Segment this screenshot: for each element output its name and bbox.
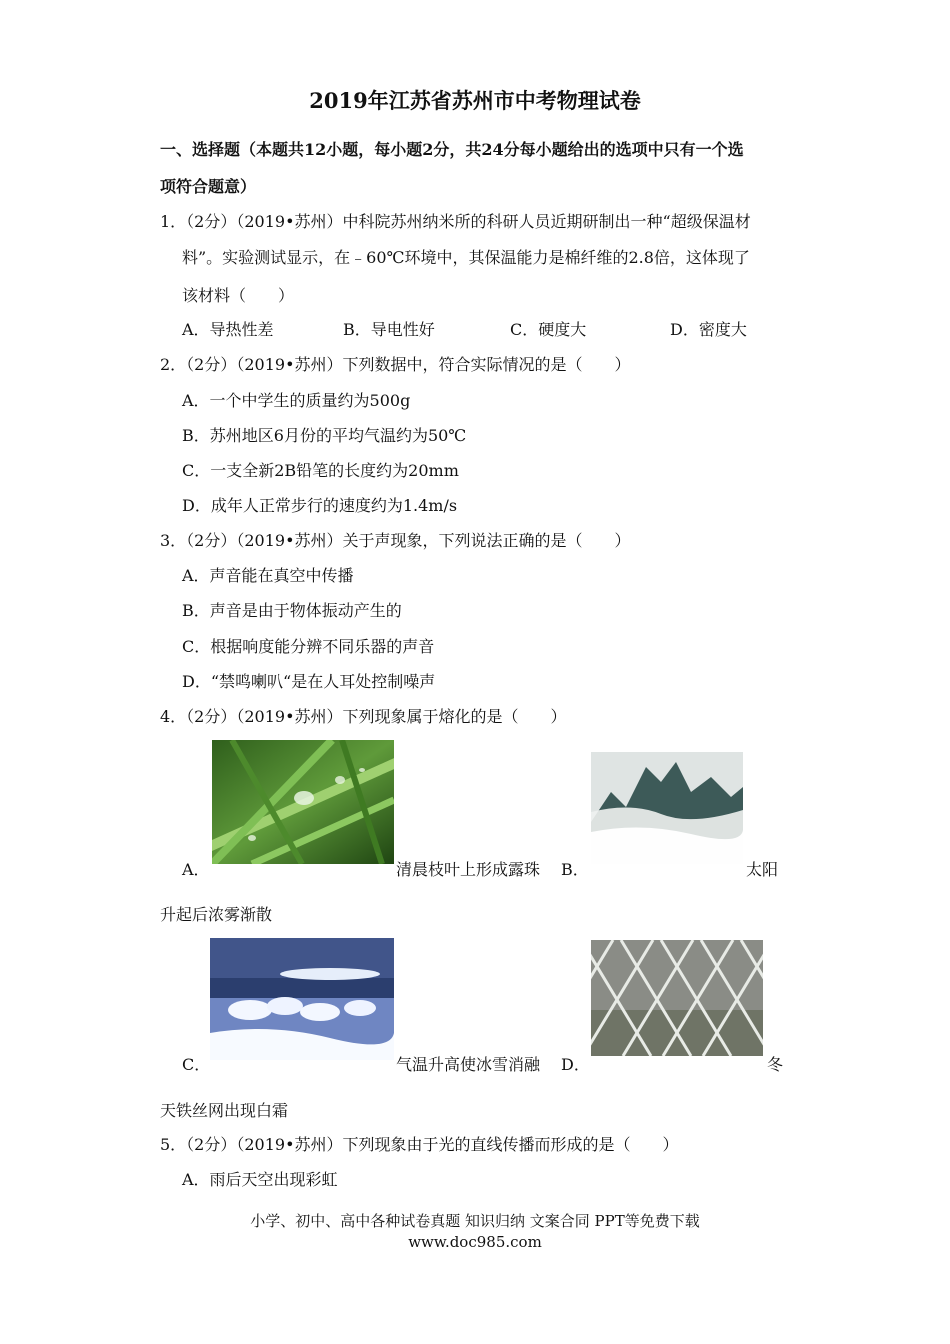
section-heading-line1: 一、选择题（本题共12小题，每小题2分，共24分每小题给出的选项中只有一个选: [160, 140, 744, 159]
question-1-option-d: D．密度大: [670, 320, 747, 339]
question-4-option-d-continued: 天铁丝网出现白霜: [160, 1101, 289, 1120]
question-4-option-a-letter: A．: [182, 860, 210, 879]
question-1-line2: 料”。实验测试显示，在﹣60℃环境中，其保温能力是棉纤维的2.8倍，这体现了: [182, 248, 750, 267]
question-3-option-d: D．“禁鸣喇叭“是在人耳处控制噪声: [182, 672, 436, 691]
question-1-option-b: B．导电性好: [343, 320, 435, 339]
question-4-option-b-letter: B．: [561, 860, 589, 879]
question-1-option-c: C．硬度大: [510, 320, 587, 339]
question-3-stem: 3．（2分）（2019•苏州）关于声现象，下列说法正确的是（ ）: [160, 531, 631, 550]
question-1-line1: 1．（2分）（2019•苏州）中科院苏州纳米所的科研人员近期研制出一种“超级保温材: [160, 212, 751, 231]
question-1-line3: 该材料（ ）: [182, 286, 295, 305]
question-4-option-c-text: 气温升高使冰雪消融: [396, 1055, 541, 1074]
question-2-option-b: B．苏州地区6月份的平均气温约为50℃: [182, 426, 467, 445]
question-5-stem: 5．（2分）（2019•苏州）下列现象由于光的直线传播而形成的是（ ）: [160, 1135, 679, 1154]
melting-snow-image: [210, 938, 394, 1060]
footer-text: 小学、初中、高中各种试卷真题 知识归纳 文案合同 PPT等免费下载: [250, 1212, 700, 1230]
question-2-stem: 2．（2分）（2019•苏州）下列数据中，符合实际情况的是（ ）: [160, 355, 631, 374]
fog-mountain-image: [591, 752, 743, 864]
page-title: 2019年江苏省苏州市中考物理试卷: [309, 88, 641, 113]
section-heading-line2: 项符合题意）: [160, 177, 257, 196]
question-4-option-a-text: 清晨枝叶上形成露珠: [396, 860, 541, 879]
question-1-option-a: A．导热性差: [182, 320, 274, 339]
question-2-option-c: C．一支全新2B铅笔的长度约为20mm: [182, 461, 459, 480]
dew-drops-image: [212, 740, 394, 864]
question-3-option-b: B．声音是由于物体振动产生的: [182, 601, 402, 620]
question-3-option-c: C．根据响度能分辨不同乐器的声音: [182, 637, 435, 656]
footer-url[interactable]: www.doc985.com: [408, 1233, 542, 1251]
question-3-option-a: A．声音能在真空中传播: [182, 566, 354, 585]
question-2-option-d: D．成年人正常步行的速度约为1.4m/s: [182, 496, 458, 515]
frost-fence-image: [591, 940, 763, 1056]
question-4-option-c-letter: C．: [182, 1055, 211, 1074]
question-4-stem: 4．（2分）（2019•苏州）下列现象属于熔化的是（ ）: [160, 707, 567, 726]
question-4-option-d-letter: D．: [561, 1055, 590, 1074]
question-4-option-b-text: 太阳: [746, 860, 779, 879]
question-5-option-a: A．雨后天空出现彩虹: [182, 1170, 338, 1189]
question-4-option-d-text: 冬: [767, 1055, 784, 1074]
question-4-option-b-continued: 升起后浓雾渐散: [160, 905, 273, 924]
question-2-option-a: A．一个中学生的质量约为500g: [182, 391, 411, 410]
